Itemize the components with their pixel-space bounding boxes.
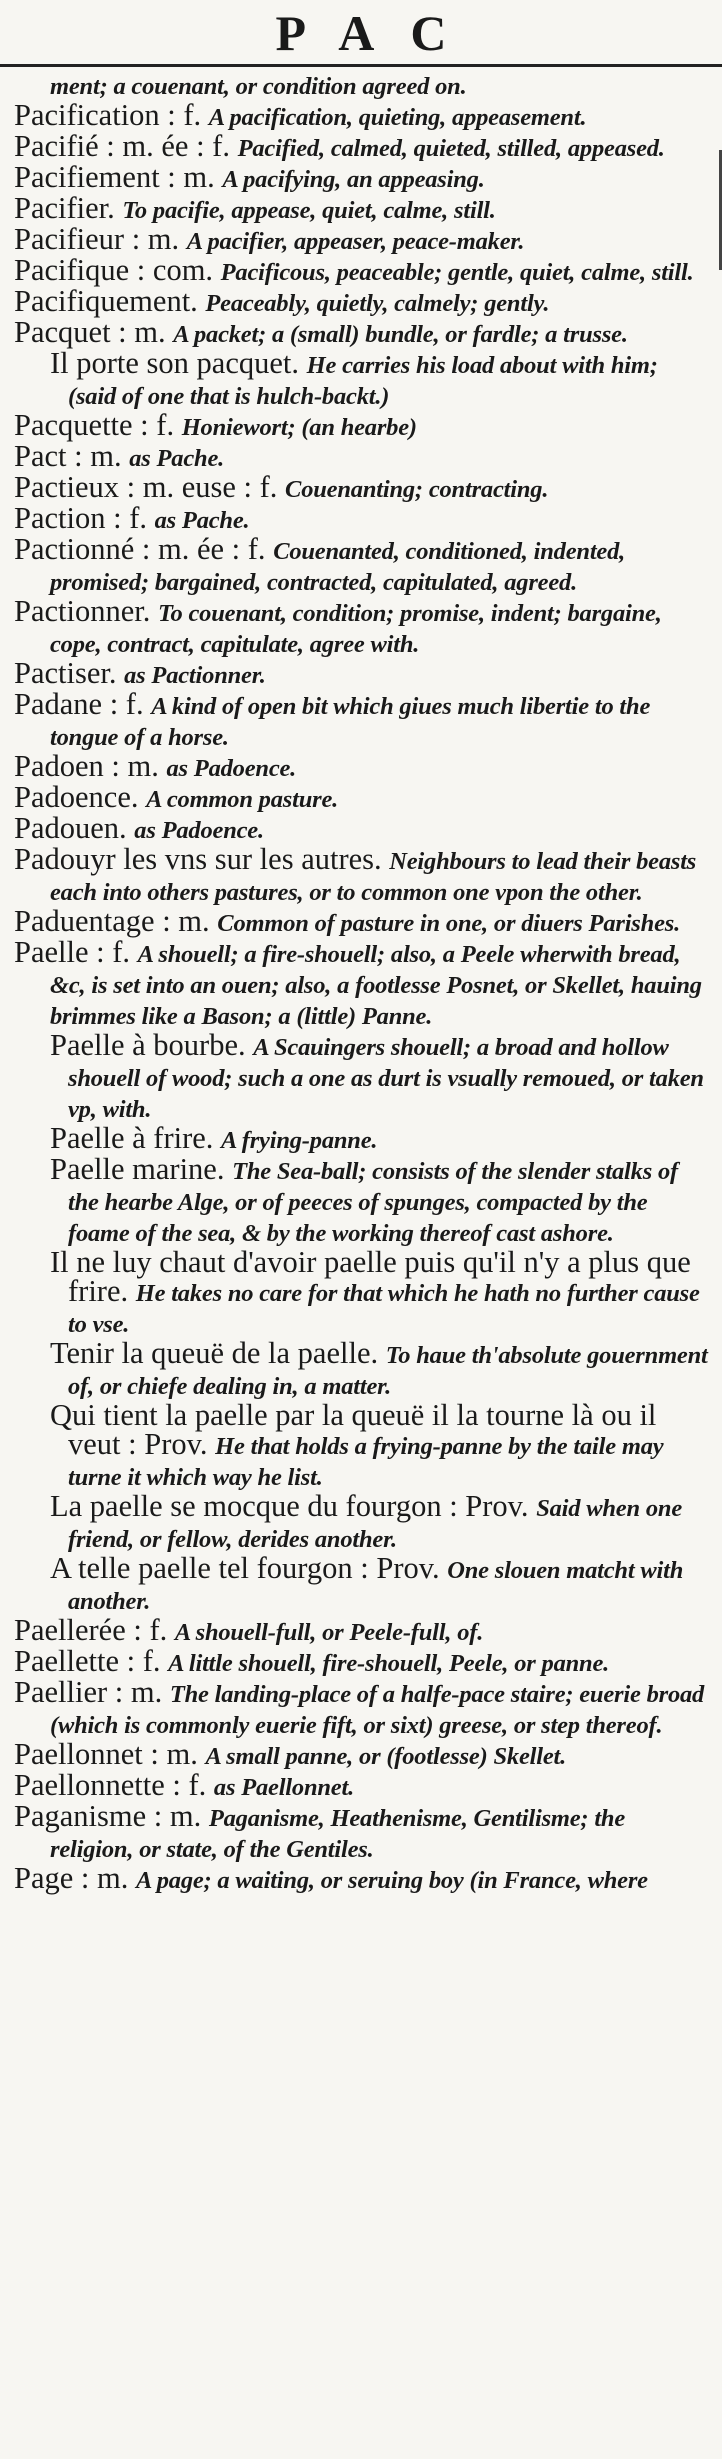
dictionary-entry bbox=[14, 408, 708, 442]
entry-gloss: Said when one friend, or fellow, derides another. bbox=[68, 1495, 682, 1553]
entry-headword: Pactionné : m. ée : f. bbox=[14, 532, 274, 566]
dictionary-entry bbox=[14, 315, 708, 349]
entry-list bbox=[14, 70, 708, 1895]
entry-gloss: The Sea-ball; consists of the slender stalks of the hearbe Alge, or of peeces of spunges, compacted by the foame of the sea, & by the working thereof cast ashore. bbox=[68, 1158, 678, 1247]
entry-gloss: A frying-panne. bbox=[221, 1127, 378, 1154]
dictionary-entry bbox=[14, 904, 708, 938]
entry-gloss: Paganisme, Heathenisme, Gentilisme; the religion, or state, of the Gentiles. bbox=[50, 1805, 626, 1863]
entry-gloss: A shouell-full, or Peele-full, of. bbox=[174, 1619, 484, 1646]
entry-headword: Paellerée : f. bbox=[14, 1613, 175, 1647]
page-header bbox=[0, 0, 722, 62]
entry-gloss: A Scauingers shouell; a broad and hollow shouell of wood; such a one as durt is vsually remoued, or taken vp, with. bbox=[68, 1034, 704, 1123]
entry-gloss: ment; a couenant, or condition agreed on. bbox=[50, 73, 467, 100]
dictionary-entry bbox=[14, 1152, 708, 1248]
entry-headword: Pactieux : m. euse : f. bbox=[14, 470, 286, 504]
header-title: PAC bbox=[275, 5, 483, 61]
dictionary-entry bbox=[14, 749, 708, 783]
entry-headword: Pacification : f. bbox=[14, 98, 209, 132]
entry-gloss: Peaceably, quietly, calmely; gently. bbox=[205, 290, 550, 317]
dictionary-entry bbox=[14, 470, 708, 504]
entry-headword: Paduentage : m. bbox=[14, 904, 218, 938]
entry-headword: Paelle à bourbe. bbox=[50, 1028, 254, 1062]
entry-gloss: as Pache. bbox=[129, 445, 225, 472]
dictionary-entry bbox=[14, 501, 708, 535]
entry-headword: Pactionner. bbox=[14, 594, 158, 628]
entry-gloss: To haue th'absolute gouernment of, or chiefe dealing in, a matter. bbox=[68, 1342, 708, 1400]
dictionary-entry bbox=[14, 1737, 708, 1771]
dictionary-entry bbox=[14, 222, 708, 256]
entry-headword: Padouyr les vns sur les autres. bbox=[14, 842, 390, 876]
dictionary-entry bbox=[14, 1613, 708, 1647]
header-rule bbox=[0, 64, 722, 67]
entry-gloss: as Paellonnet. bbox=[213, 1774, 355, 1801]
entry-gloss: Pacificous, peaceable; gentle, quiet, calme, still. bbox=[220, 259, 694, 286]
entry-gloss: He takes no care for that which he hath no further cause to vse. bbox=[68, 1280, 700, 1338]
entry-headword: Paellonnette : f. bbox=[14, 1768, 214, 1802]
dictionary-entry bbox=[14, 780, 708, 814]
entry-gloss: Pacified, calmed, quieted, stilled, appeased. bbox=[237, 135, 665, 162]
dictionary-entry bbox=[14, 1245, 708, 1339]
dictionary-entry bbox=[14, 129, 708, 163]
entry-headword: Paellier : m. bbox=[14, 1675, 170, 1709]
dictionary-entry bbox=[14, 1861, 708, 1895]
entry-gloss: A packet; a (small) bundle, or fardle; a trusse. bbox=[173, 321, 628, 348]
dictionary-entry bbox=[14, 1028, 708, 1124]
entry-gloss: A shouell; a fire-shouell; also, a Peele wherwith bread, &c, is set into an ouen; also, a footlesse Posnet, or Skellet, hauing brimmes like a Bason; a (little) Panne. bbox=[50, 941, 702, 1030]
dictionary-entry bbox=[14, 594, 708, 659]
entry-gloss: A pacification, quieting, appeasement. bbox=[208, 104, 587, 131]
entry-gloss: Honiewort; (an hearbe) bbox=[181, 414, 417, 441]
entry-headword: Qui tient la paelle par la queuë il la tourne là ou il veut : Prov. bbox=[50, 1398, 657, 1461]
entry-headword: Paelle à frire. bbox=[50, 1121, 222, 1155]
entry-headword: Pacifiquement. bbox=[14, 284, 206, 318]
dictionary-entry bbox=[14, 1489, 708, 1554]
entry-headword: Il porte son pacquet. bbox=[50, 346, 307, 380]
dictionary-entry bbox=[14, 346, 708, 411]
entry-headword: Paelle marine. bbox=[50, 1152, 233, 1186]
entry-gloss: as Pactionner. bbox=[124, 662, 266, 689]
entry-gloss: To couenant, condition; promise, indent; bargaine, cope, contract, capitulate, agree with. bbox=[50, 600, 662, 658]
entry-headword: Pacifique : com. bbox=[14, 253, 221, 287]
dictionary-entry bbox=[14, 191, 708, 225]
entry-gloss: A kind of open bit which giues much libertie to the tongue of a horse. bbox=[50, 693, 651, 751]
entry-headword: Padouen. bbox=[14, 811, 135, 845]
dictionary-entry bbox=[14, 811, 708, 845]
dictionary-entry bbox=[14, 1398, 708, 1492]
entry-headword: Paellonnet : m. bbox=[14, 1737, 206, 1771]
entry-headword: Paelle : f. bbox=[14, 935, 138, 969]
entry-gloss: A pacifier, appeaser, peace-maker. bbox=[186, 228, 525, 255]
dictionary-entry bbox=[14, 1768, 708, 1802]
entry-gloss: A pacifying, an appeasing. bbox=[222, 166, 485, 193]
entry-headword: Padoen : m. bbox=[14, 749, 167, 783]
entry-headword: Pacquette : f. bbox=[14, 408, 182, 442]
entry-headword: Pacifiement : m. bbox=[14, 160, 223, 194]
entry-gloss: The landing-place of a halfe-pace staire; euerie broad (which is commonly euerie fift, or sixt) greese, or step thereof. bbox=[50, 1681, 705, 1739]
dictionary-entry bbox=[14, 98, 708, 132]
entry-headword: Pact : m. bbox=[14, 439, 130, 473]
entry-headword: A telle paelle tel fourgon : Prov. bbox=[50, 1551, 448, 1585]
entry-gloss: A page; a waiting, or seruing boy (in France, where bbox=[136, 1867, 648, 1894]
dictionary-entry bbox=[14, 1675, 708, 1740]
entry-gloss: A small panne, or (footlesse) Skellet. bbox=[205, 1743, 567, 1770]
dictionary-entry bbox=[14, 687, 708, 752]
entry-gloss: One slouen matcht with another. bbox=[68, 1557, 684, 1615]
dictionary-entry bbox=[14, 1799, 708, 1864]
dictionary-entry bbox=[14, 160, 708, 194]
entry-gloss: Common of pasture in one, or diuers Parishes. bbox=[217, 910, 681, 937]
dictionary-entry bbox=[14, 1551, 708, 1616]
dictionary-entry bbox=[14, 439, 708, 473]
entry-headword: Padoence. bbox=[14, 780, 147, 814]
entry-gloss: He carries his load about with him; (said of one that is hulch-backt.) bbox=[68, 352, 658, 410]
entry-headword: Pacifieur : m. bbox=[14, 222, 187, 256]
entry-headword: Paction : f. bbox=[14, 501, 155, 535]
entry-gloss: as Pache. bbox=[154, 507, 250, 534]
entry-gloss: A little shouell, fire-shouell, Peele, or panne. bbox=[168, 1650, 610, 1677]
entry-headword: Paganisme : m. bbox=[14, 1799, 209, 1833]
dictionary-entry bbox=[14, 284, 708, 318]
entry-gloss: Couenanting; contracting. bbox=[285, 476, 549, 503]
entry-gloss: Neighbours to lead their beasts each into others pastures, or to common one vpon the other. bbox=[50, 848, 697, 906]
dictionary-entry bbox=[14, 842, 708, 907]
dictionary-entry bbox=[14, 70, 708, 101]
entry-headword: Pactiser. bbox=[14, 656, 125, 690]
entry-headword: Pacifié : m. ée : f. bbox=[14, 129, 238, 163]
entry-headword: Page : m. bbox=[14, 1861, 136, 1895]
entry-headword: Padane : f. bbox=[14, 687, 152, 721]
entry-headword: Tenir la queuë de la paelle. bbox=[50, 1336, 386, 1370]
entry-gloss: He that holds a frying-panne by the taile may turne it which way he list. bbox=[68, 1433, 664, 1491]
dictionary-entry bbox=[14, 1644, 708, 1678]
entry-headword: Pacifier. bbox=[14, 191, 123, 225]
entry-headword: Pacquet : m. bbox=[14, 315, 174, 349]
entry-gloss: A common pasture. bbox=[146, 786, 339, 813]
entry-headword: Paellette : f. bbox=[14, 1644, 169, 1678]
entry-gloss: To pacifie, appease, quiet, calme, still. bbox=[122, 197, 496, 224]
dictionary-entry bbox=[14, 935, 708, 1031]
entry-gloss: Couenanted, conditioned, indented, promised; bargained, contracted, capitulated, agreed. bbox=[50, 538, 626, 596]
entry-gloss: as Padoence. bbox=[166, 755, 297, 782]
dictionary-entry bbox=[14, 253, 708, 287]
entry-headword: La paelle se mocque du fourgon : Prov. bbox=[50, 1489, 537, 1523]
dictionary-entry bbox=[14, 656, 708, 690]
dictionary-entry bbox=[14, 532, 708, 597]
dictionary-entry bbox=[14, 1121, 708, 1155]
entry-gloss: as Padoence. bbox=[134, 817, 264, 844]
dictionary-entry bbox=[14, 1336, 708, 1401]
entry-headword: Il ne luy chaut d'avoir paelle puis qu'il n'y a plus que frire. bbox=[50, 1245, 691, 1308]
